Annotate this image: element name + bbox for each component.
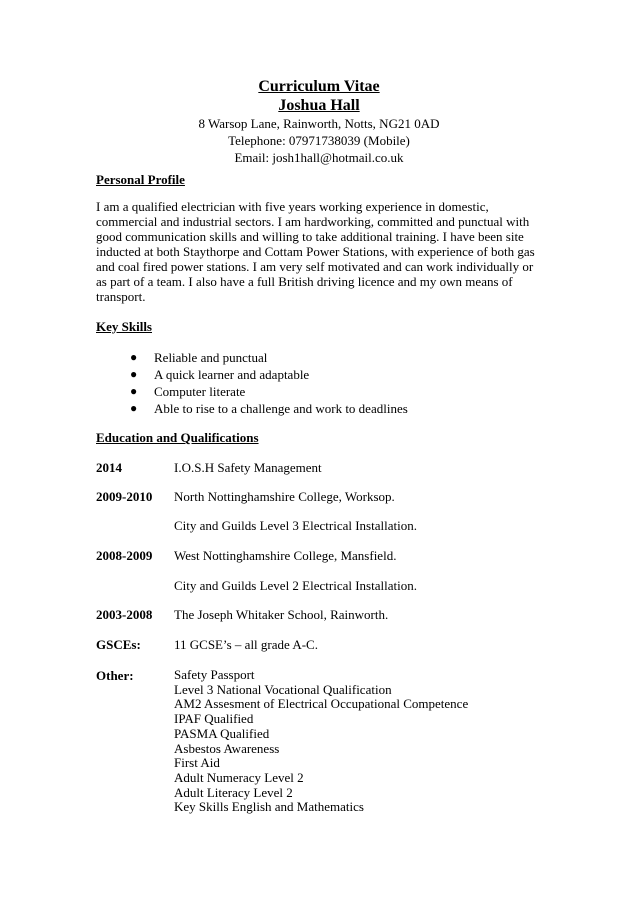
skill-item: ● Computer literate [130, 384, 246, 399]
education-detail: City and Guilds Level 2 Electrical Installation. [174, 578, 417, 593]
education-detail: City and Guilds Level 3 Electrical Installation. [174, 518, 417, 533]
qualification-item: PASMA Qualified [174, 725, 270, 741]
education-year: 2008-2009 [96, 548, 153, 563]
education-detail: The Joseph Whitaker School, Rainworth. [174, 607, 389, 622]
personal-profile-text: I am a qualified electrician with five years working experience in domestic, commercial and industrial sectors. I am hardworking, committed and punctual with good communication skills and willing to take additional training. I have been site inducted at both Staythorpe and Cottam Power Stations, with experience of both gas and coal fired power stations. I am very self motivated and can work individually or as part of a team. I also have a full British driving licence and my own means of transport. [96, 199, 535, 304]
telephone-line: Telephone: 07971738039 (Mobile) [228, 133, 410, 148]
bullet-icon: ● [130, 401, 138, 415]
education-detail: West Nottinghamshire College, Mansfield. [174, 548, 397, 563]
qualification-item: Adult Literacy Level 2 [174, 784, 293, 800]
education-detail: I.O.S.H Safety Management [174, 460, 322, 475]
qualification-item: IPAF Qualified [174, 711, 254, 727]
address-line: 8 Warsop Lane, Rainworth, Notts, NG21 0AD [198, 116, 440, 131]
education-year: GSCEs: [96, 637, 141, 652]
key-skills-list [96, 349, 408, 417]
qualification-item: Asbestos Awareness [174, 740, 280, 756]
other-qualifications-list [174, 668, 468, 815]
applicant-name: Joshua Hall [278, 97, 360, 114]
education-detail: North Nottinghamshire College, Worksop. [174, 489, 395, 504]
education-heading: Education and Qualifications [96, 430, 259, 445]
education-year: 2009-2010 [96, 489, 153, 504]
education-year: 2014 [96, 460, 122, 475]
bullet-icon: ● [130, 367, 138, 381]
skill-item: ● Able to rise to a challenge and work to deadlines [130, 401, 408, 416]
qualification-item: AM2 Assesment of Electrical Occupational Competence [174, 696, 469, 712]
qualification-item: First Aid [174, 755, 220, 771]
skill-item: ● Reliable and punctual [130, 350, 268, 365]
personal-profile-heading: Personal Profile [96, 172, 185, 187]
skill-item: ● A quick learner and adaptable [130, 367, 310, 382]
bullet-icon: ● [130, 350, 138, 364]
education-detail: 11 GCSE’s – all grade A-C. [174, 637, 318, 652]
qualification-item: Level 3 National Vocational Qualification [174, 681, 392, 697]
qualification-item: Safety Passport [174, 667, 255, 682]
email-line: Email: josh1hall@hotmail.co.uk [234, 150, 404, 165]
cv-header [0, 77, 638, 166]
education-year: 2003-2008 [96, 607, 153, 622]
bullet-icon: ● [130, 384, 138, 398]
key-skills-heading: Key Skills [96, 319, 152, 334]
other-label: Other: [96, 668, 134, 683]
qualification-item: Adult Numeracy Level 2 [174, 769, 304, 785]
document-title: Curriculum Vitae [258, 78, 380, 95]
qualification-item: Key Skills English and Mathematics [174, 799, 364, 815]
